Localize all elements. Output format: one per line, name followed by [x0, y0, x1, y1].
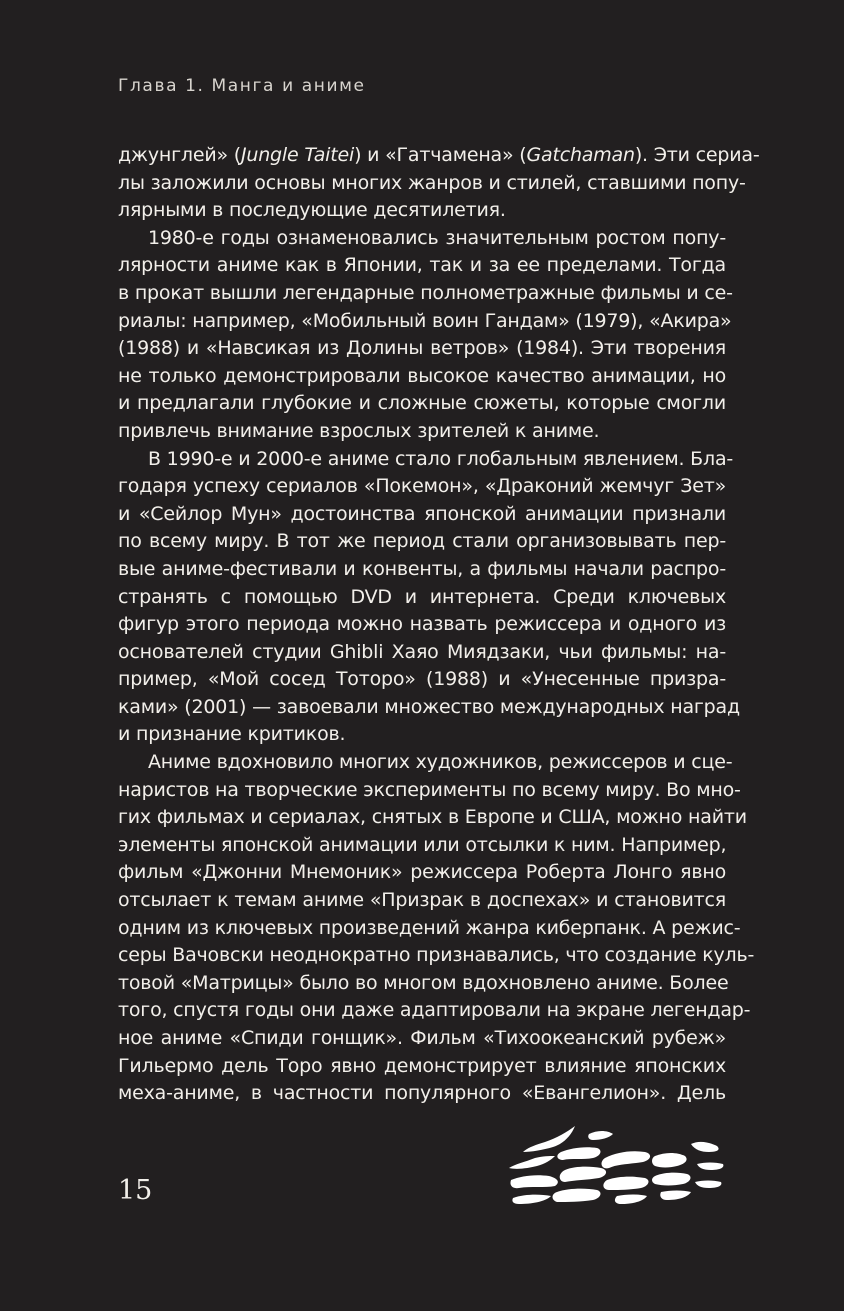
text-line: 1980-е годы ознаменовались значительным ростом попу-: [148, 226, 726, 249]
text-line: ками» (2001) — завоевали множество международных наград: [118, 695, 740, 718]
italic-title: Jungle Taitei: [240, 144, 355, 166]
text-line: вые аниме-фестивали и конвенты, а фильмы начали распро-: [118, 557, 726, 580]
text-line: Аниме вдохновило многих художников, режиссеров и сце-: [148, 751, 733, 774]
text-line: лярности аниме как в Японии, так и за ее пределами. Тогда: [118, 254, 726, 277]
text-line: и предлагали глубокие и сложные сюжеты, которые смогли: [118, 392, 726, 415]
running-head: Глава 1. Манга и аниме: [118, 76, 366, 96]
text-line: странять с помощью DVD и интернета. Среди ключевых: [118, 585, 726, 608]
text-line: основателей студии Ghibli Хаяо Миядзаки, чьи фильмы: на-: [118, 640, 726, 663]
text-line: Гильермо дель Торо явно демонстрирует влияние японских: [118, 1054, 726, 1077]
text-line: товой «Матрицы» было во многом вдохновлено аниме. Более: [118, 971, 729, 994]
text-line: фигур этого периода можно назвать режиссера и одного из: [118, 613, 726, 636]
text-line: наристов на творческие эксперименты по всему миру. Во мно-: [118, 778, 741, 801]
text-line: привлечь внимание взрослых зрителей к аниме.: [118, 419, 600, 442]
text-span: ) и «Гатчамена» (: [354, 144, 527, 166]
text-line: отсылает к темам аниме «Призрак в доспехах» и становится: [118, 889, 726, 912]
text-line: в прокат вышли легендарные полнометражные фильмы и се-: [118, 281, 733, 304]
text-line: по всему миру. В тот же период стали организовывать пер-: [118, 530, 726, 553]
text-line: В 1990-е и 2000-е аниме стало глобальным явлением. Бла-: [148, 447, 734, 470]
page-number: 15: [118, 1175, 153, 1206]
text-line: меха-аниме, в частности популярного «Евангелион». Дель: [118, 1082, 726, 1105]
text-line: не только демонстрировали высокое качество анимации, но: [118, 364, 726, 387]
text-line: риалы: например, «Мобильный воин Гандам» (1979), «Акира»: [118, 309, 732, 332]
brush-stroke-ornament-icon: [505, 1122, 727, 1212]
text-line: годаря успеху сериалов «Покемон», «Драконий жемчуг Зет»: [118, 475, 726, 498]
text-line: (1988) и «Навсикая из Долины ветров» (1984). Эти творения: [118, 337, 726, 360]
text-span: джунглей» (: [118, 144, 241, 166]
body-text: [118, 142, 760, 1108]
text-line: того, спустя годы они даже адаптировали на экране легендар-: [118, 999, 751, 1022]
italic-title: Gatchaman: [526, 144, 635, 166]
text-line: элементы японской анимации или отсылки к ним. Например,: [118, 833, 727, 856]
text-line: лярными в последующие десятилетия.: [118, 199, 506, 222]
text-line: лы заложили основы многих жанров и стилей, ставшими попу-: [118, 171, 746, 194]
text-line: гих фильмах и сериалах, снятых в Европе и США, можно найти: [118, 806, 747, 829]
text-span: ). Эти сериа-: [634, 144, 760, 166]
text-line: пример, «Мой сосед Тоторо» (1988) и «Унесенные призра-: [118, 668, 726, 691]
text-line: фильм «Джонни Мнемоник» режиссера Роберта Лонго явно: [118, 861, 726, 884]
text-line: одним из ключевых произведений жанра киберпанк. А режис-: [118, 916, 741, 939]
text-line: и «Сейлор Мун» достоинства японской анимации признали: [118, 502, 726, 525]
text-line: серы Вачовски неоднократно признавались, что создание куль-: [118, 944, 755, 967]
text-line: и признание критиков.: [118, 723, 346, 746]
text-line: [118, 142, 760, 170]
text-line: ное аниме «Спиди гонщик». Фильм «Тихоокеанский рубеж»: [118, 1027, 726, 1049]
